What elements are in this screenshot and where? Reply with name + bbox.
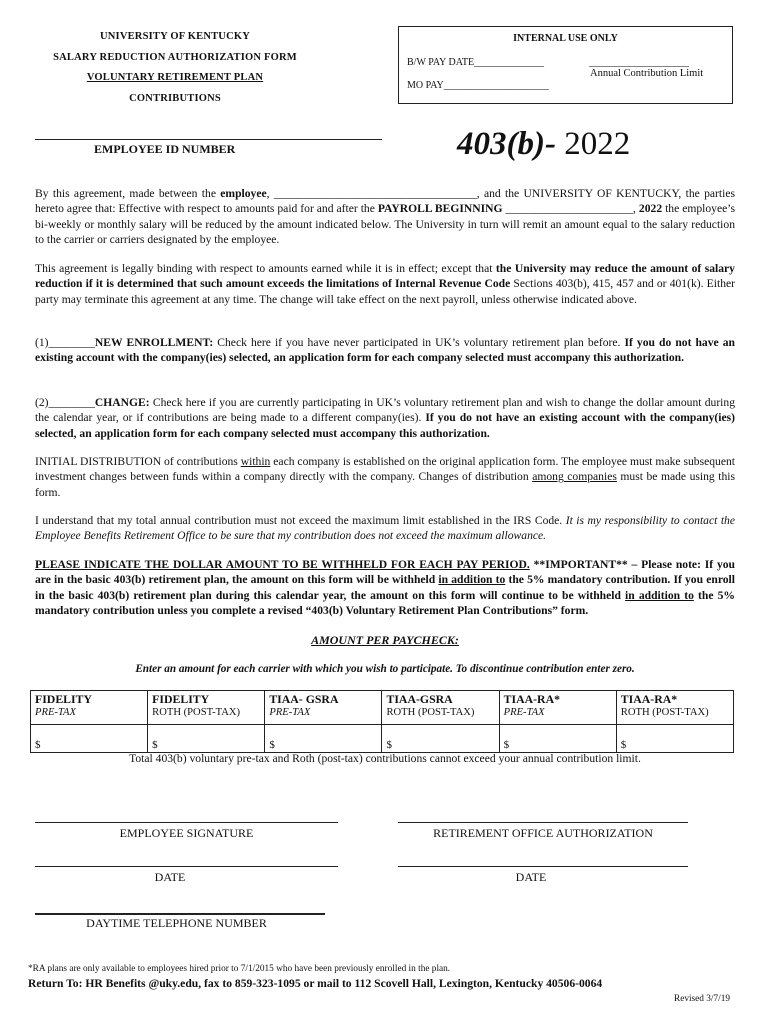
amount-cell-fidelity-roth[interactable]: $ xyxy=(148,725,265,753)
change-checkbox-line[interactable]: (2)________ xyxy=(35,396,95,409)
withholding-instructions-paragraph: PLEASE INDICATE THE DOLLAR AMOUNT TO BE WITHHELD FOR EACH PAY PERIOD. **IMPORTANT** – Please note: If you are in the basic 403(b) retirement plan, the amount on this form will be withheld in addition to the 5% mandatory contribution. If you enroll in the basic 403(b) retirement plan during this calendar year, the amount on this form will continue to be withheld in addition to the 5% mandatory contribution unless you complete a revised “403(b) Voluntary Retirement Plan Contributions” form. xyxy=(35,558,735,617)
return-to-instructions: Return To: HR Benefits @uky.edu, fax to 859-323-1095 or mail to 112 Scovell Hall, Lexington, Kentucky 40506-0064 xyxy=(28,977,603,990)
employee-signature-label: EMPLOYEE SIGNATURE xyxy=(119,826,254,840)
amount-cell-fidelity-pretax[interactable]: $ xyxy=(31,725,148,753)
amount-cell-tiaa-gsra-pretax[interactable]: $ xyxy=(265,725,382,753)
retirement-authorization-label: RETIREMENT OFFICE AUTHORIZATION xyxy=(433,826,653,840)
retirement-date-line[interactable] xyxy=(398,866,688,867)
employee-signature-line[interactable] xyxy=(35,822,338,823)
total-contribution-note: Total 403(b) voluntary pre-tax and Roth (post-tax) contributions cannot exceed your annual contribution limit. xyxy=(129,752,641,765)
binding-paragraph: This agreement is legally binding with respect to amounts earned while it is in effect; except that the University may reduce the amount of salary reduction if it is determined that such amount exceeds the limitations of Internal Revenue Code Sections 403(b), 415, 457 and or 401(k). Either party may terminate this agreement at any time. The change will take effect on the next payroll, unless otherwise indicated above. xyxy=(35,262,736,306)
initial-distribution-paragraph: INITIAL DISTRIBUTION of contributions within each company is established on the original application form. The employee must make subsequent investment changes between funds within a company directly with the company. Changes of distribution among companies must be made using this form. xyxy=(35,455,735,499)
annual-limit-label: Annual Contribution Limit xyxy=(590,68,704,79)
carrier-amount-row xyxy=(31,725,734,753)
employee-date-label: DATE xyxy=(154,870,186,884)
carrier-name: TIAA-GSRA xyxy=(386,692,453,706)
carrier-type: ROTH (POST-TAX) xyxy=(620,707,709,718)
carrier-table xyxy=(30,690,734,753)
amount-cell-tiaa-ra-roth[interactable]: $ xyxy=(616,725,733,753)
employee-id-input-line[interactable] xyxy=(35,139,382,140)
carrier-name: TIAA- GSRA xyxy=(269,692,339,706)
carrier-header-row xyxy=(31,691,734,725)
carrier-type: ROTH (POST-TAX) xyxy=(152,707,241,718)
form-title xyxy=(457,126,630,163)
carrier-name: TIAA-RA* xyxy=(620,692,678,706)
carrier-type: PRE-TAX xyxy=(503,707,545,718)
annual-limit-field[interactable]: ____________________ xyxy=(589,57,689,68)
carrier-type: ROTH (POST-TAX) xyxy=(386,707,475,718)
new-enrollment-checkbox-line[interactable]: (1)________ xyxy=(35,336,95,349)
employee-id-label: EMPLOYEE ID NUMBER xyxy=(94,142,236,156)
header-form-name: SALARY REDUCTION AUTHORIZATION FORM xyxy=(53,52,297,63)
carrier-type: PRE-TAX xyxy=(269,707,311,718)
header-contributions: CONTRIBUTIONS xyxy=(129,93,221,104)
new-enrollment-paragraph: (1)________NEW ENROLLMENT: Check here if you have never participated in UK’s voluntary retirement plan before. If you do not have an existing account with the company(ies) selected, an application form for each company selected must accompany this authorization. xyxy=(35,336,735,365)
agreement-paragraph: By this agreement, made between the employee, ___________________________________, and the UNIVERSITY OF KENTUCKY, the parties hereto agree that: Effective with respect to amounts paid for and after the PAYROLL BEGINNING ______________________, 2022 the employee’s bi-weekly or monthly salary will be reduced by the amount indicated below. The University in turn will remit an amount equal to the salary reduction to the carrier or carriers designated by the employee. xyxy=(35,187,735,246)
limit-acknowledgement-paragraph: I understand that my total annual contribution must not exceed the maximum limit established in the IRS Code. It is my responsibility to contact the Employee Benefits Retirement Office to be sure that my contribution does not exceed the maximum allowance. xyxy=(35,514,735,543)
header-plan-name: VOLUNTARY RETIREMENT PLAN xyxy=(86,72,264,83)
telephone-label: DAYTIME TELEPHONE NUMBER xyxy=(86,916,267,930)
revised-date: Revised 3/7/19 xyxy=(674,994,731,1004)
form-title-code: 403(b)- xyxy=(457,126,556,162)
bw-pay-date-field[interactable]: B/W PAY DATE______________ xyxy=(407,57,545,68)
employee-date-line[interactable] xyxy=(35,866,338,867)
retirement-date-label: DATE xyxy=(515,870,547,884)
amount-per-paycheck-heading: AMOUNT PER PAYCHECK: xyxy=(311,633,459,647)
enter-amount-instruction: Enter an amount for each carrier with which you wish to participate. To discontinue contribution enter zero. xyxy=(135,663,635,675)
change-paragraph: (2)________CHANGE: Check here if you are currently participating in UK’s voluntary retirement plan and wish to change the dollar amount during the calendar year, or if contributions are being made to a different company(ies). If you do not have an existing account with the company(ies) selected, an application form for each company selected must accompany this authorization. xyxy=(35,396,735,440)
amount-cell-tiaa-ra-pretax[interactable]: $ xyxy=(499,725,616,753)
internal-use-title: INTERNAL USE ONLY xyxy=(513,33,618,44)
telephone-line[interactable] xyxy=(35,913,325,915)
header-university: UNIVERSITY OF KENTUCKY xyxy=(99,31,251,42)
ra-plan-footnote: *RA plans are only available to employees hired prior to 7/1/2015 who have been previously enrolled in the plan. xyxy=(28,964,451,974)
retirement-authorization-line[interactable] xyxy=(398,822,688,823)
carrier-name: TIAA-RA* xyxy=(503,692,560,706)
carrier-name: FIDELITY xyxy=(35,692,93,706)
mo-pay-field[interactable]: MO PAY_____________________ xyxy=(407,80,549,91)
form-title-year: 2022 xyxy=(564,126,631,162)
carrier-type: PRE-TAX xyxy=(35,707,76,718)
amount-cell-tiaa-gsra-roth[interactable]: $ xyxy=(382,725,499,753)
internal-use-box xyxy=(398,26,733,104)
carrier-name: FIDELITY xyxy=(152,692,210,706)
